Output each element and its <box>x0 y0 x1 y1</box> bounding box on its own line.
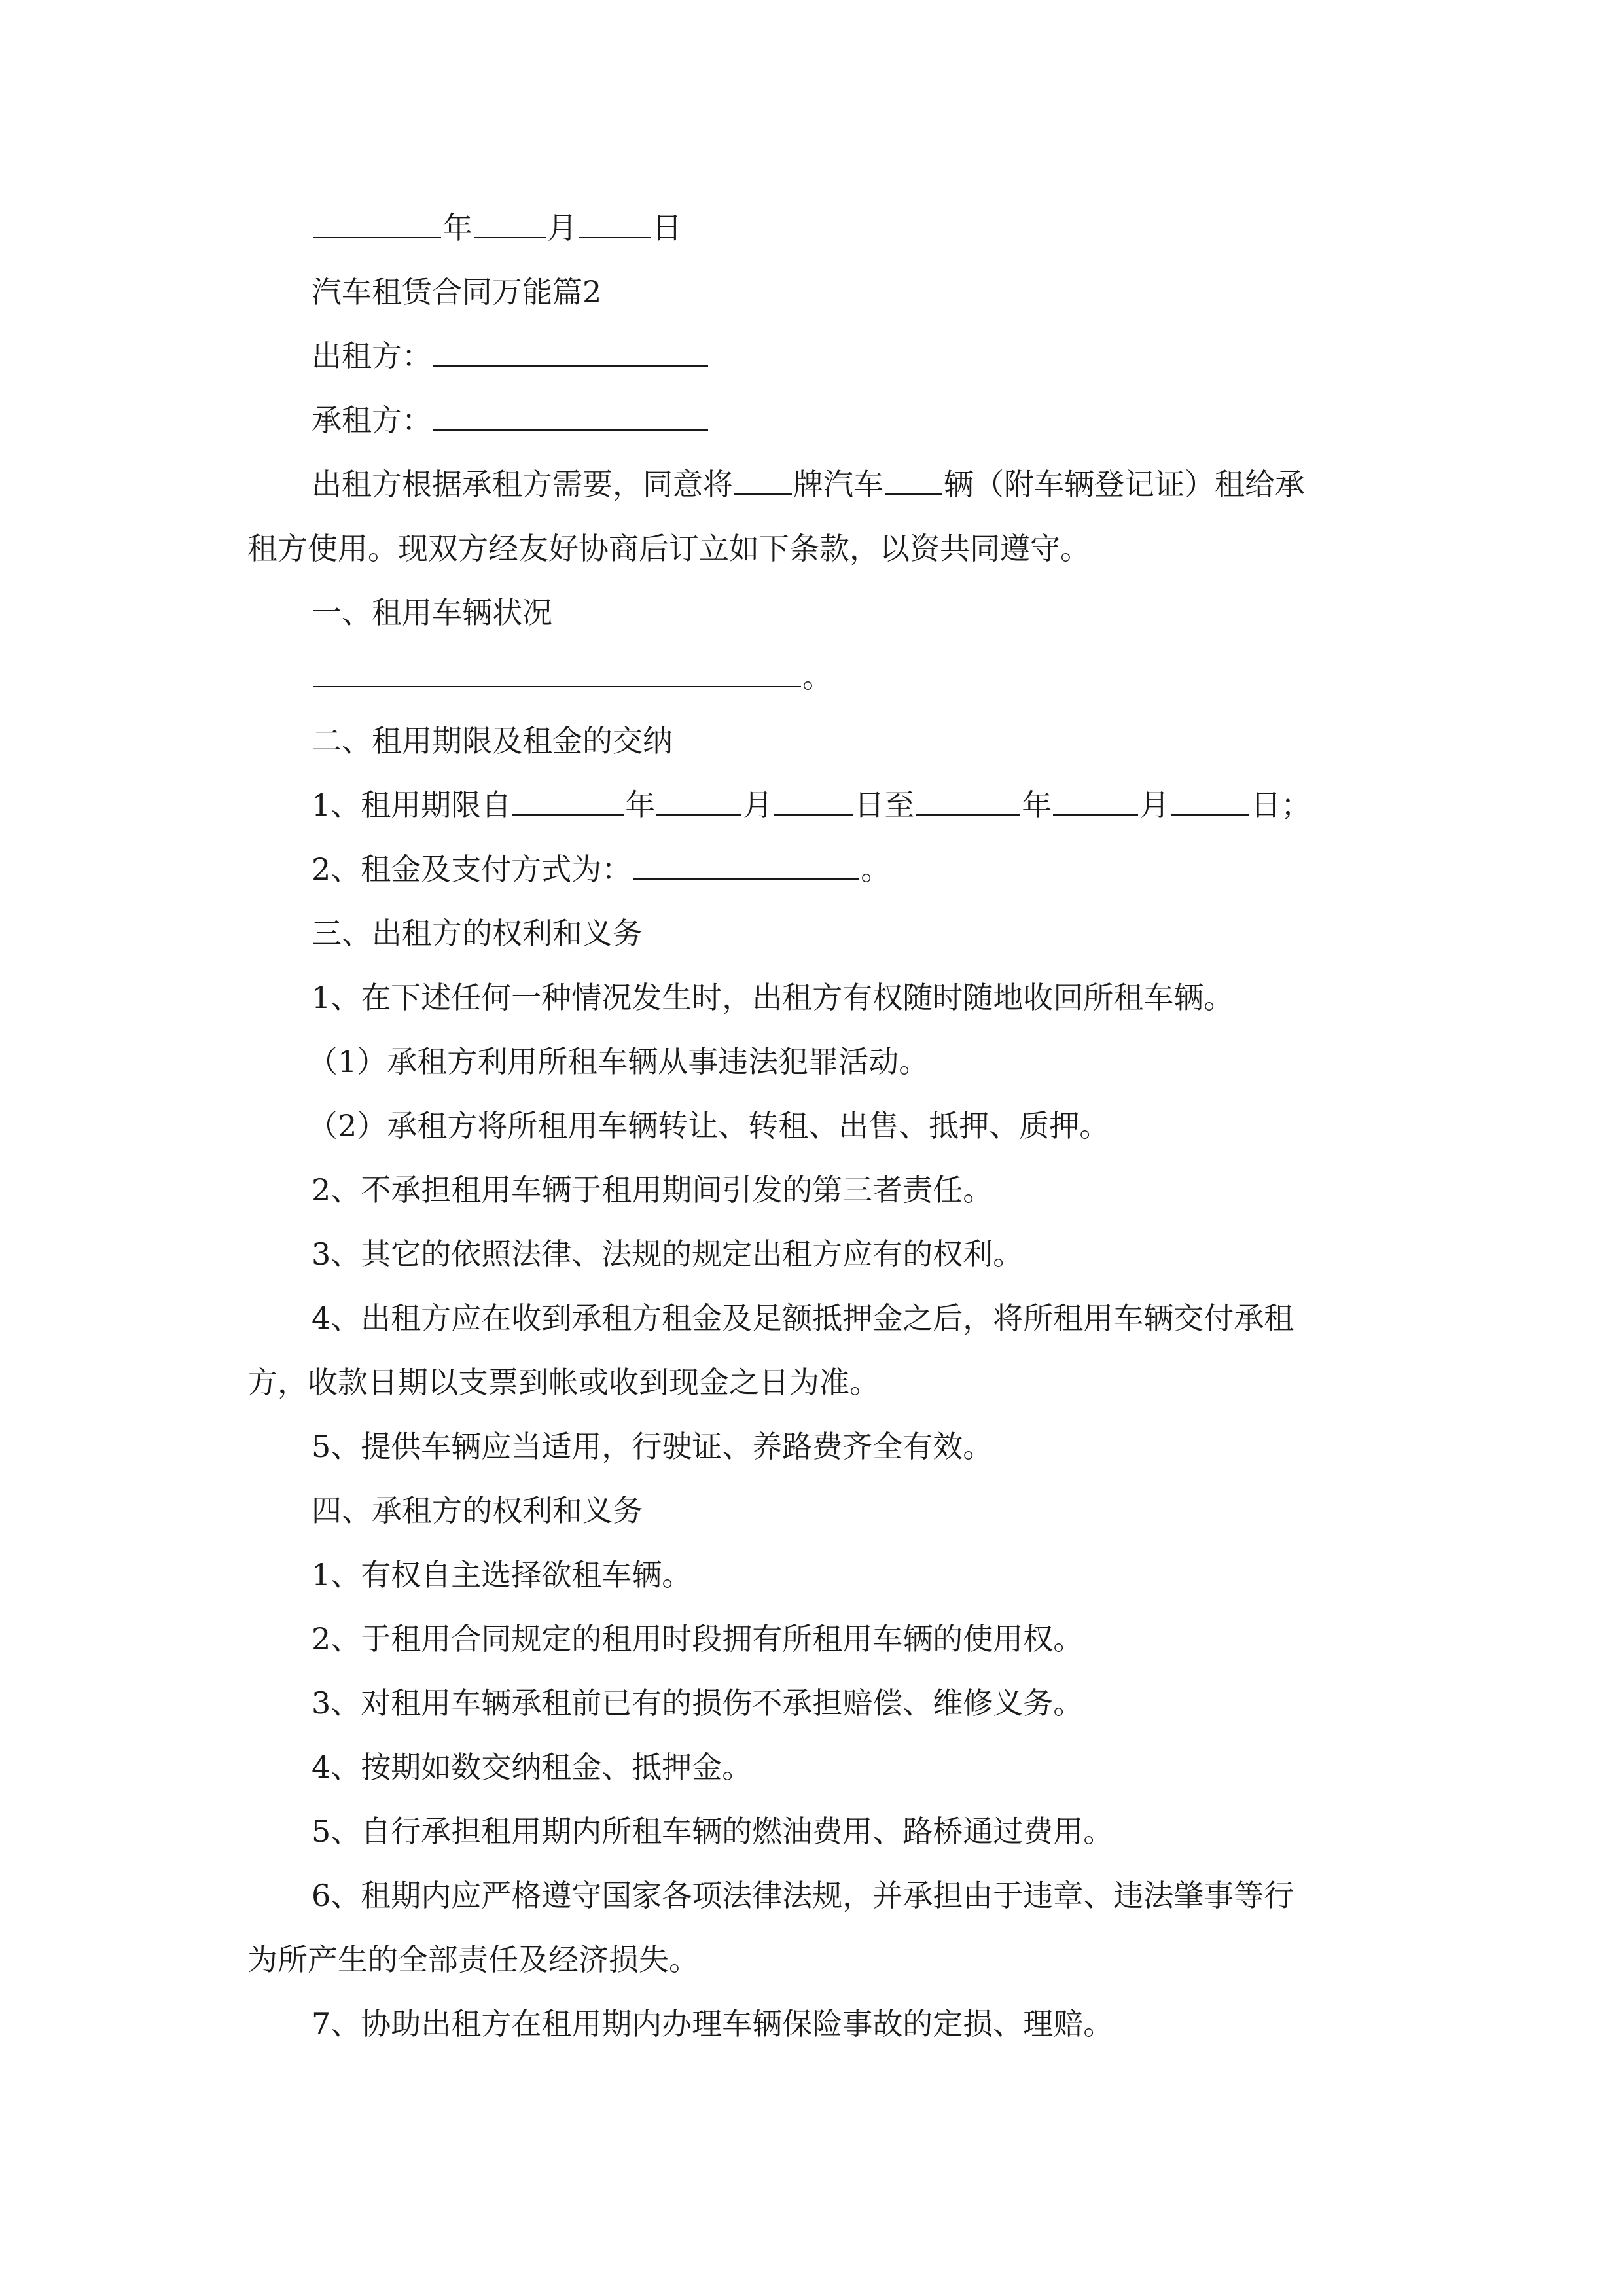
contract-title: 汽车租赁合同万能篇2 <box>312 274 602 310</box>
start-year-blank <box>512 785 624 816</box>
lessee-item-2: 2、于租用合同规定的租用时段拥有所租用车辆的使用权。 <box>312 1621 1084 1657</box>
intro-line-2: 租方使用。现双方经友好协商后订立如下条款，以资共同遵守。 <box>247 531 1090 566</box>
lessee-item-6-line-2: 为所产生的全部责任及经济损失。 <box>247 1942 699 1977</box>
section-4-heading: 四、承租方的权利和义务 <box>312 1493 643 1528</box>
lessee-line: 承租方： <box>312 401 709 440</box>
payment-method-line: 2、租金及支付方式为： 。 <box>312 850 891 889</box>
lessor-item-4-line-1: 4、出租方应在收到承租方租金及足额抵押金之后，将所租用车辆交付承租 <box>312 1300 1294 1336</box>
vehicle-count-blank <box>885 465 942 495</box>
end-month-blank <box>1053 785 1138 816</box>
end-day-blank <box>1171 785 1249 816</box>
lessor-item-2: 2、不承担租用车辆于租用期间引发的第三者责任。 <box>312 1172 993 1208</box>
lessee-blank <box>433 401 708 431</box>
start-day-blank <box>774 785 853 816</box>
lessor-item-1: 1、在下述任何一种情况发生时，出租方有权随时随地收回所租车辆。 <box>312 980 1234 1015</box>
brand-blank <box>734 465 792 495</box>
payment-method-blank <box>633 850 859 880</box>
lessor-line: 出租方： <box>312 336 709 376</box>
start-month-blank <box>656 785 741 816</box>
end-year-blank <box>916 785 1020 816</box>
lessee-item-1: 1、有权自主选择欲租车辆。 <box>312 1557 692 1592</box>
intro-line-1: 出租方根据承租方需要，同意将 牌汽车 辆（附车辆登记证）租给承 <box>312 465 1305 504</box>
lessor-item-4-line-2: 方，收款日期以支票到帐或收到现金之日为准。 <box>247 1365 880 1400</box>
lessee-item-5: 5、自行承担租用期内所租车辆的燃油费用、路桥通过费用。 <box>312 1814 1114 1849</box>
section-3-heading: 三、出租方的权利和义务 <box>312 916 643 951</box>
day-blank <box>579 208 651 238</box>
date-line: 年 月 日 <box>312 208 682 247</box>
lessee-item-4: 4、按期如数交纳租金、抵押金。 <box>312 1749 753 1785</box>
lessor-blank <box>433 336 708 367</box>
year-blank <box>313 208 441 238</box>
rental-period-line: 1、租用期限自 年 月 日至 年 月 日； <box>312 785 1311 825</box>
lessor-item-1-b: （2）承租方将所租用车辆转让、转租、出售、抵押、质押。 <box>308 1108 1110 1143</box>
lessee-item-7: 7、协助出租方在租用期内办理车辆保险事故的定损、理赔。 <box>312 2006 1114 2041</box>
lessee-item-6-line-1: 6、租期内应严格遵守国家各项法律法规，并承担由于违章、违法肇事等行 <box>312 1878 1294 1913</box>
vehicle-condition-line: 。 <box>312 657 832 696</box>
section-1-heading: 一、租用车辆状况 <box>312 595 552 630</box>
lessor-item-3: 3、其它的依照法律、法规的规定出租方应有的权利。 <box>312 1236 1024 1272</box>
section-2-heading: 二、租用期限及租金的交纳 <box>312 723 673 759</box>
vehicle-condition-blank <box>313 657 801 687</box>
lessee-item-3: 3、对租用车辆承租前已有的损伤不承担赔偿、维修义务。 <box>312 1685 1084 1721</box>
lessor-item-1-a: （1）承租方利用所租车辆从事违法犯罪活动。 <box>308 1044 929 1079</box>
lessor-item-5: 5、提供车辆应当适用，行驶证、养路费齐全有效。 <box>312 1429 993 1464</box>
month-blank <box>474 208 546 238</box>
